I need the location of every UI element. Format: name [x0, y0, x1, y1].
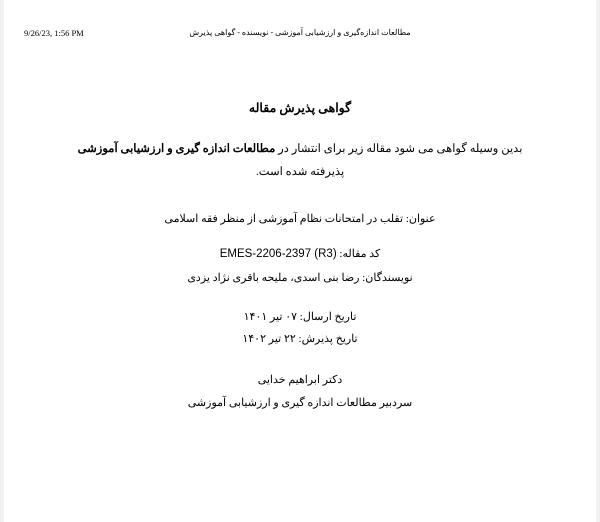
- field-acceptance-date: [34, 328, 566, 351]
- signature-block: [34, 369, 566, 415]
- field-acceptance-date-value: ۲۲ تیر ۱۴۰۲: [242, 333, 296, 346]
- certificate-intro: [34, 138, 566, 184]
- field-article-code-label: کد مقاله:: [339, 247, 381, 260]
- field-authors: [34, 267, 566, 290]
- field-article-code-value: EMES-2206-2397 (R3): [219, 247, 337, 260]
- certificate-fields: [34, 208, 566, 351]
- field-article-code: [34, 241, 566, 267]
- journal-name: مطالعات اندازه گیری و ارزشیابی آموزشی: [77, 143, 276, 155]
- signatory-name: دکتر ابراهیم خدایی: [257, 373, 343, 386]
- certificate-body: [34, 100, 566, 415]
- signatory-role: سردبیر مطالعات اندازه گیری و ارزشیابی آموزشی: [187, 396, 413, 409]
- intro-text-before: بدین وسیله گواهی می شود مقاله زیر برای انتشار در: [275, 143, 523, 155]
- field-title-value: تقلب در امتحانات نظام آموزشی از منظر فقه اسلامی: [164, 213, 404, 225]
- field-acceptance-date-label: تاریخ پذیرش:: [298, 333, 358, 346]
- certificate-title: گواهی پذیرش مقاله: [248, 101, 352, 115]
- field-title-label: عنوان:: [405, 213, 436, 225]
- field-title: [34, 208, 566, 231]
- field-authors-label: نویسندگان:: [362, 271, 413, 284]
- print-timestamp: 9/26/23, 1:56 PM: [24, 28, 84, 38]
- print-page-title: مطالعات اندازه‌گیری و ارزشیابی آموزشی - نویسنده - گواهی پذیرش: [189, 28, 411, 37]
- field-authors-value: رضا بنی اسدی، ملیحه باقری نژاد یزدی: [187, 271, 360, 284]
- field-submission-date-value: ۰۷ تیر ۱۴۰۱: [243, 310, 298, 323]
- print-header: [0, 28, 600, 42]
- field-submission-date: [34, 306, 566, 329]
- intro-text-after: پذیرفته شده است.: [255, 166, 345, 178]
- field-submission-date-label: تاریخ ارسال:: [299, 310, 357, 323]
